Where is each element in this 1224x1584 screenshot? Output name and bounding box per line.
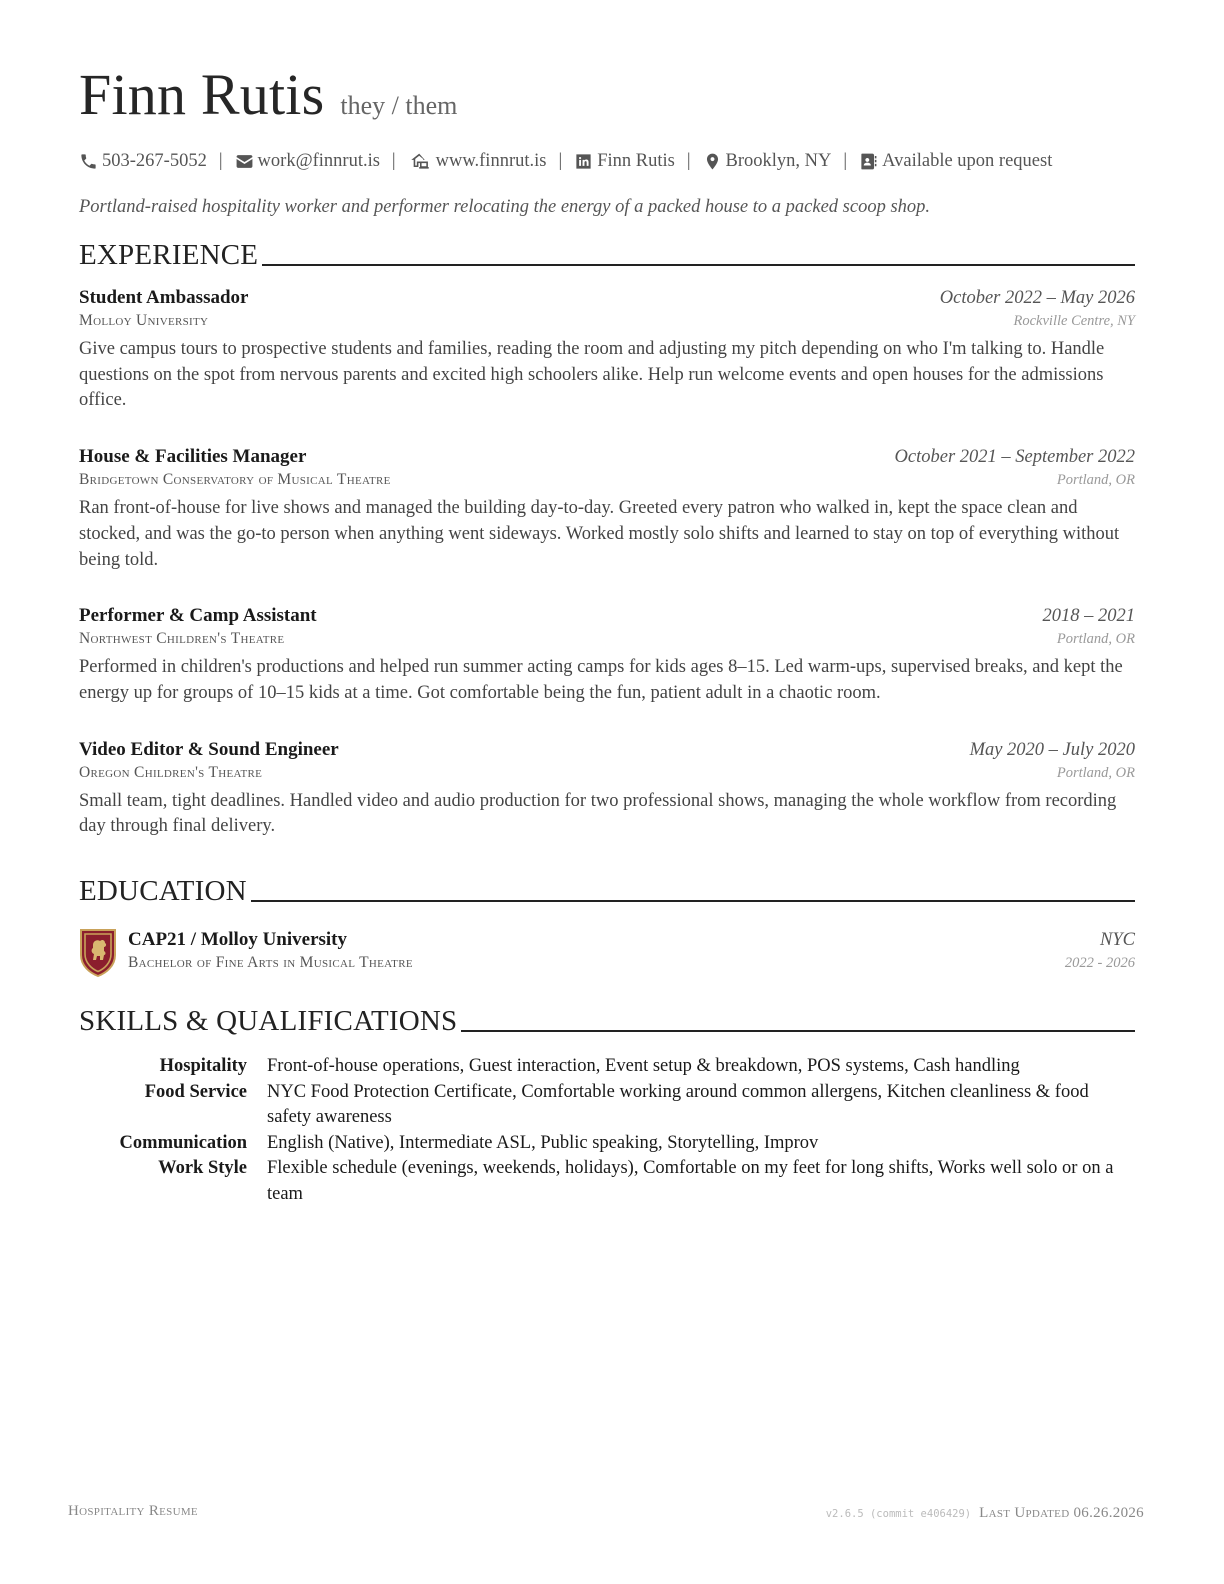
home-laptop-icon [408, 152, 432, 171]
contact-references [859, 151, 1052, 172]
experience-heading [79, 237, 1135, 273]
job-dates: October 2022 – May 2026 [939, 288, 1135, 308]
contact-separator: | [391, 150, 396, 171]
job-organization: Oregon Children's Theatre [79, 763, 263, 781]
contact-text: work@finnrut.is [257, 150, 380, 171]
skill-category: Communication [119, 1132, 247, 1153]
contact-text: 503-267-5052 [102, 150, 207, 171]
job-dates: 2018 – 2021 [1042, 606, 1135, 627]
envelope-icon [235, 152, 254, 171]
linkedin-icon [574, 152, 593, 171]
contact-row [79, 148, 1135, 174]
job-organization: Northwest Children's Theatre [79, 630, 285, 648]
job-description: Give campus tours to prospective students and families, reading the room and adjusting my pitch depending on who I'm talking to. Handle questions on the spot from nervous parents and excited high schoolers alike. Help run welcome events and open houses for the admissions office. [79, 339, 1105, 411]
skill-items: Flexible schedule (evenings, weekends, holidays), Comfortable on my feet for long shifts, Works well solo or on a team [267, 1158, 1114, 1204]
job-location: Portland, OR [1056, 631, 1135, 648]
job-title: Performer & Camp Assistant [79, 605, 317, 627]
footer-version: v2.6.5 (commit e406429) [825, 1508, 972, 1520]
section-rule [251, 900, 1135, 902]
footer-meta [826, 1505, 1144, 1522]
education-heading [79, 873, 1135, 909]
job-dates: May 2020 – July 2020 [969, 739, 1135, 760]
job-title: Video Editor & Sound Engineer [79, 738, 339, 760]
job-entry [79, 604, 1135, 706]
job-organization: Molloy University [79, 312, 209, 329]
education-entry [79, 927, 1135, 977]
skills-table [79, 1054, 1135, 1207]
job-title: Student Ambassador [79, 287, 249, 308]
skill-items: English (Native), Intermediate ASL, Public speaking, Storytelling, Improv [267, 1132, 819, 1153]
name-row [79, 60, 1135, 130]
skill-row [79, 1080, 1135, 1131]
job-entry [79, 286, 1135, 414]
degree: Bachelor of Fine Arts in Musical Theatre [128, 954, 413, 972]
job-entry [79, 445, 1135, 573]
map-pin-icon [703, 152, 722, 171]
skill-items: NYC Food Protection Certificate, Comfortable working around common allergens, Kitchen cleanliness & food safety awareness [267, 1081, 1089, 1128]
skills-heading [79, 1003, 1135, 1039]
job-location: Portland, OR [1056, 764, 1135, 781]
contact-separator: | [218, 150, 223, 171]
job-location: Rockville Centre, NY [1013, 313, 1135, 329]
skill-row [79, 1054, 1135, 1080]
school-city: NYC [1100, 930, 1135, 951]
job-description: Ran front-of-house for live shows and managed the building day-to-day. Greeted every patron who walked in, kept the space clean and stocked, and was the go-to person when anything went sideways. Worked mostly solo shifts and learned to stay on top of everything without being told. [79, 498, 1120, 570]
job-organization: Bridgetown Conservatory of Musical Theatre [79, 471, 391, 489]
education-years: 2022 - 2026 [1064, 955, 1135, 972]
address-book-icon [859, 152, 878, 171]
contact-separator: | [686, 150, 691, 171]
skill-category: Food Service [144, 1081, 247, 1102]
section-rule [262, 264, 1135, 266]
skill-row [79, 1156, 1135, 1207]
school-name: CAP21 / Molloy University [128, 929, 348, 951]
section-title: EDUCATION [79, 875, 247, 908]
job-location: Portland, OR [1056, 472, 1135, 489]
contact-linkedin[interactable] [574, 151, 675, 172]
skill-category: Work Style [158, 1158, 247, 1179]
resume-page [79, 60, 1135, 1207]
university-crest-icon [79, 927, 117, 977]
job-description: Performed in children's productions and helped run summer acting camps for kids ages 8–15. Led warm-ups, supervised breaks, and kept the energy up for groups of 10–15 kids at a time. Got comfortable being the fun, patient adult in a chaotic room. [79, 657, 1123, 703]
pronouns: they / them [340, 91, 458, 120]
resume-name: Finn Rutis [79, 62, 325, 127]
summary: Portland-raised hospitality worker and performer relocating the energy of a packed house to a packed scoop shop. [79, 197, 931, 217]
contact-email[interactable] [235, 151, 380, 172]
section-title: SKILLS & QUALIFICATIONS [79, 1005, 458, 1038]
job-title: House & Facilities Manager [79, 446, 307, 468]
job-dates: October 2021 – September 2022 [894, 447, 1135, 468]
section-rule [461, 1030, 1135, 1032]
contact-separator: | [843, 150, 848, 171]
contact-location [703, 151, 832, 172]
contact-phone[interactable] [79, 151, 207, 172]
skill-category: Hospitality [159, 1056, 247, 1077]
footer-doc-type: Hospitality Resume [68, 1503, 198, 1519]
job-description: Small team, tight deadlines. Handled video and audio production for two professional shows, managing the whole workflow from recording day through final delivery. [79, 790, 1117, 837]
skill-row [79, 1131, 1135, 1157]
contact-separator: | [558, 150, 563, 171]
footer-last-updated: Last Updated 06.26.2026 [979, 1505, 1144, 1521]
contact-text: Finn Rutis [597, 150, 675, 171]
contact-text: Available upon request [882, 150, 1053, 171]
phone-icon [79, 152, 98, 171]
skill-items: Front-of-house operations, Guest interaction, Event setup & breakdown, POS systems, Cash handling [267, 1056, 1020, 1077]
contact-website[interactable] [408, 151, 547, 172]
section-title: EXPERIENCE [79, 239, 259, 271]
contact-text: www.finnrut.is [435, 150, 547, 171]
job-entry [79, 738, 1135, 840]
contact-text: Brooklyn, NY [725, 150, 832, 171]
